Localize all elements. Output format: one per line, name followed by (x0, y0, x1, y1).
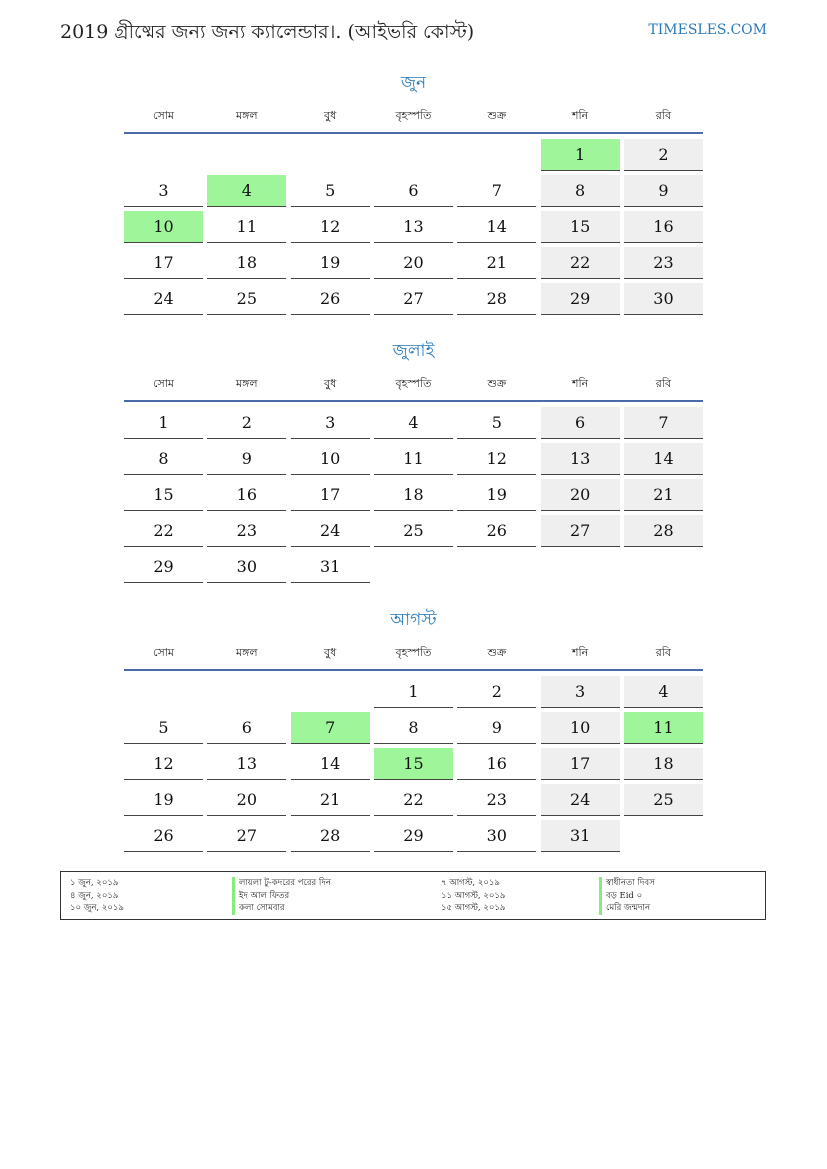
weekday-label: শুক্র (487, 646, 507, 659)
weekday-header (124, 639, 703, 667)
weekday-label: সোম (152, 646, 175, 659)
day-cell: 20 (374, 247, 453, 279)
day-grid (124, 676, 703, 852)
day-cell: 12 (291, 211, 370, 243)
legend-holiday-name: মেরি জন্মদান (599, 902, 655, 915)
weekday-label: বৃহস্পতি (395, 109, 432, 122)
weekday-label: মঙ্গল (236, 109, 258, 122)
legend-june-names (232, 877, 331, 915)
weekday-label: বৃহস্পতি (395, 377, 432, 390)
weekday-label: শুক্র (487, 377, 507, 390)
day-cell: 28 (291, 820, 370, 852)
day-cell: 5 (291, 175, 370, 207)
weekend-day-cell: 21 (624, 479, 703, 511)
day-cell: 26 (124, 820, 203, 852)
day-cell: 15 (124, 479, 203, 511)
day-cell: 28 (457, 283, 536, 315)
legend-date: ৭ আগস্ট, ২০১৯ (441, 878, 500, 888)
day-cell: 20 (207, 784, 286, 816)
legend-holiday-name: কলা সোমবার (232, 902, 331, 915)
weekend-day-cell: 8 (541, 175, 620, 207)
weekend-day-cell: 2 (624, 139, 703, 171)
day-cell: 16 (207, 479, 286, 511)
empty-day-cell (124, 676, 203, 707)
month-august (124, 605, 703, 852)
weekday-label: বুধ (324, 646, 337, 659)
month-title: জুলাই (392, 341, 435, 361)
empty-day-cell (374, 139, 453, 170)
weekday-label: রবি (655, 377, 672, 390)
day-cell: 8 (124, 443, 203, 475)
day-cell: 11 (374, 443, 453, 475)
day-cell: 3 (291, 407, 370, 439)
day-cell: 29 (374, 820, 453, 852)
holiday-day-cell: 10 (124, 211, 203, 243)
day-cell: 3 (124, 175, 203, 207)
empty-day-cell (124, 139, 203, 170)
weekend-day-cell: 13 (541, 443, 620, 475)
weekday-label: শনি (572, 646, 589, 659)
weekend-day-cell: 31 (541, 820, 620, 852)
empty-day-cell (291, 139, 370, 170)
page-title: 2019 গ্রীষ্মের জন্য জন্য ক্যালেন্ডার।. (আইভরি কোস্ট) (60, 21, 475, 43)
month-july (124, 336, 703, 583)
day-cell: 25 (207, 283, 286, 315)
legend-holiday-name: ইদ আল ফিতর (232, 890, 331, 903)
site-link[interactable]: TIMESLES.COM (648, 22, 767, 38)
legend-date: ১৫ আগস্ট, ২০১৯ (441, 903, 506, 913)
weekend-day-cell: 14 (624, 443, 703, 475)
weekend-day-cell: 29 (541, 283, 620, 315)
holiday-day-cell: 15 (374, 748, 453, 780)
day-cell: 25 (374, 515, 453, 547)
day-cell: 1 (374, 676, 453, 708)
day-cell: 22 (124, 515, 203, 547)
day-cell: 12 (124, 748, 203, 780)
weekday-label: বৃহস্পতি (395, 646, 432, 659)
month-june (124, 68, 703, 315)
day-cell: 6 (374, 175, 453, 207)
weekday-label: রবি (655, 646, 672, 659)
day-cell: 21 (291, 784, 370, 816)
weekday-label: মঙ্গল (236, 377, 258, 390)
weekday-label: শুক্র (487, 109, 507, 122)
month-title: আগস্ট (390, 610, 437, 630)
day-cell: 17 (291, 479, 370, 511)
day-cell: 5 (457, 407, 536, 439)
weekend-day-cell: 9 (624, 175, 703, 207)
holiday-day-cell: 11 (624, 712, 703, 744)
day-cell: 19 (457, 479, 536, 511)
day-cell: 26 (457, 515, 536, 547)
day-cell: 30 (207, 551, 286, 583)
day-cell: 9 (207, 443, 286, 475)
weekday-label: সোম (152, 377, 175, 390)
month-title: জুন (400, 73, 427, 93)
weekday-header (124, 370, 703, 398)
day-cell: 29 (124, 551, 203, 583)
day-cell: 27 (374, 283, 453, 315)
weekend-day-cell: 25 (624, 784, 703, 816)
weekend-day-cell: 27 (541, 515, 620, 547)
day-cell: 12 (457, 443, 536, 475)
weekend-day-cell: 24 (541, 784, 620, 816)
weekday-label: রবি (655, 109, 672, 122)
day-cell: 5 (124, 712, 203, 744)
weekday-label: শনি (572, 377, 589, 390)
page-header (60, 18, 767, 48)
header-rule (124, 132, 703, 134)
day-cell: 30 (457, 820, 536, 852)
header-rule (124, 400, 703, 402)
day-cell: 23 (207, 515, 286, 547)
weekend-day-cell: 23 (624, 247, 703, 279)
weekend-day-cell: 4 (624, 676, 703, 708)
weekend-day-cell: 17 (541, 748, 620, 780)
holiday-day-cell: 4 (207, 175, 286, 207)
weekday-label: বুধ (324, 377, 337, 390)
day-cell: 1 (124, 407, 203, 439)
day-cell: 18 (374, 479, 453, 511)
day-cell: 4 (374, 407, 453, 439)
legend-date: ১১ আগস্ট, ২০১৯ (441, 890, 506, 901)
legend-date: ১ জুন, ২০১৯ (70, 878, 119, 888)
weekend-day-cell: 16 (624, 211, 703, 243)
day-cell: 10 (291, 443, 370, 475)
day-cell: 26 (291, 283, 370, 315)
day-cell: 19 (124, 784, 203, 816)
holiday-legend (60, 871, 766, 920)
day-cell: 24 (291, 515, 370, 547)
day-cell: 27 (207, 820, 286, 852)
day-grid (124, 139, 703, 315)
empty-day-cell (207, 139, 286, 170)
day-cell: 2 (207, 407, 286, 439)
day-grid (124, 407, 703, 583)
day-cell: 21 (457, 247, 536, 279)
weekday-label: মঙ্গল (236, 646, 258, 659)
day-cell: 17 (124, 247, 203, 279)
weekend-day-cell: 30 (624, 283, 703, 315)
weekend-day-cell: 28 (624, 515, 703, 547)
weekday-label: বুধ (324, 109, 337, 122)
legend-august-dates (441, 877, 505, 915)
day-cell: 22 (374, 784, 453, 816)
day-cell: 14 (291, 748, 370, 780)
day-cell: 13 (374, 211, 453, 243)
weekday-label: শনি (572, 109, 589, 122)
day-cell: 31 (291, 551, 370, 583)
day-cell: 6 (207, 712, 286, 744)
empty-day-cell (207, 676, 286, 707)
legend-holiday-name: স্বাধীনতা দিবস (599, 877, 655, 890)
day-cell: 16 (457, 748, 536, 780)
weekend-day-cell: 15 (541, 211, 620, 243)
weekend-day-cell: 7 (624, 407, 703, 439)
legend-date: ৪ জুন, ২০১৯ (70, 890, 119, 901)
holiday-day-cell: 1 (541, 139, 620, 171)
weekday-label: সোম (152, 109, 175, 122)
day-cell: 19 (291, 247, 370, 279)
day-cell: 24 (124, 283, 203, 315)
weekday-header (124, 102, 703, 130)
day-cell: 13 (207, 748, 286, 780)
day-cell: 18 (207, 247, 286, 279)
empty-day-cell (291, 676, 370, 707)
legend-june-dates (70, 877, 124, 915)
day-cell: 9 (457, 712, 536, 744)
day-cell: 11 (207, 211, 286, 243)
legend-holiday-name: লায়লা টু-কদরের পরের দিন (232, 877, 331, 890)
weekend-day-cell: 6 (541, 407, 620, 439)
legend-holiday-name: বড় Eid ০ (599, 890, 655, 903)
day-cell: 14 (457, 211, 536, 243)
header-rule (124, 669, 703, 671)
weekend-day-cell: 20 (541, 479, 620, 511)
weekend-day-cell: 10 (541, 712, 620, 744)
day-cell: 8 (374, 712, 453, 744)
weekend-day-cell: 18 (624, 748, 703, 780)
legend-date: ১০ জুন, ২০১৯ (70, 903, 124, 913)
weekend-day-cell: 3 (541, 676, 620, 708)
empty-day-cell (457, 139, 536, 170)
holiday-day-cell: 7 (291, 712, 370, 744)
legend-august-names (599, 877, 655, 915)
weekend-day-cell: 22 (541, 247, 620, 279)
day-cell: 23 (457, 784, 536, 816)
day-cell: 7 (457, 175, 536, 207)
day-cell: 2 (457, 676, 536, 708)
